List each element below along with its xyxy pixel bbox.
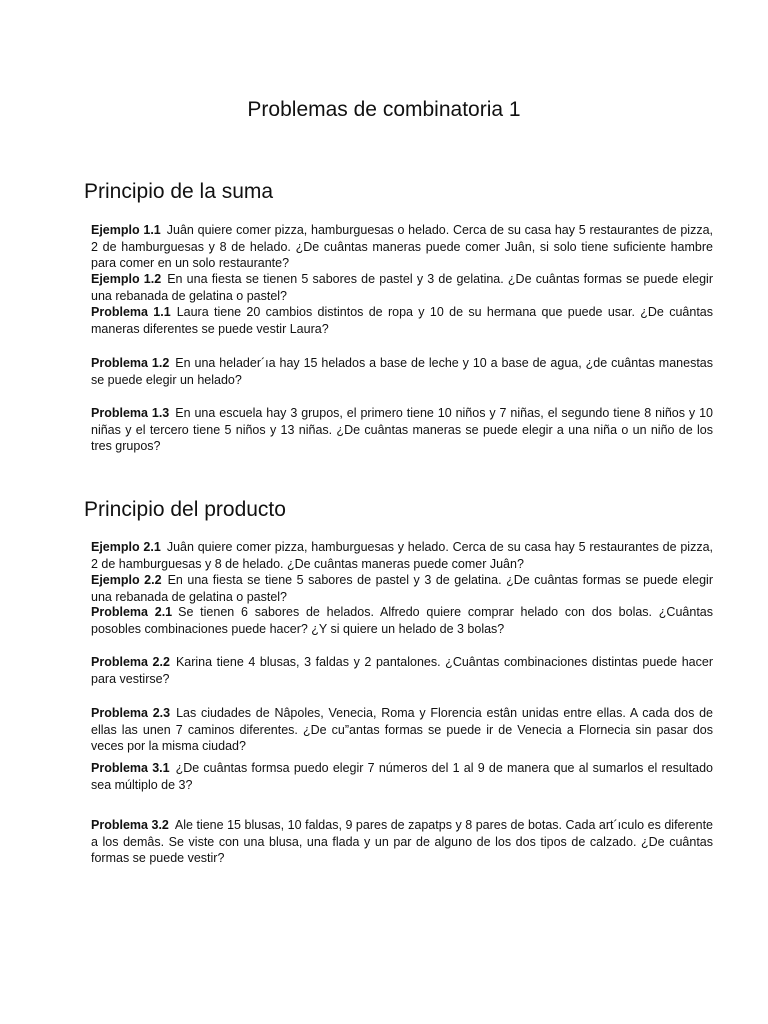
- ejemplo-2-2: [91, 572, 713, 605]
- section-heading-producto: Principio del producto: [84, 498, 286, 521]
- item-label: Problema 2.3: [91, 706, 171, 720]
- ejemplo-1-2: [91, 271, 713, 304]
- item-label: Ejemplo 2.2: [91, 573, 162, 587]
- item-label: Problema 2.1: [91, 605, 173, 619]
- item-label: Problema 3.1: [91, 761, 170, 775]
- problema-3-1: [91, 760, 713, 793]
- document-title: Problemas de combinatoria 1: [247, 98, 521, 121]
- item-label: Problema 3.2: [91, 818, 169, 832]
- item-text: En una helader´ıa hay 15 helados a base de leche y 10 a base de agua, ¿de cuântas manestas se puede elegir un helado?: [91, 356, 713, 387]
- problema-1-3: [91, 405, 713, 455]
- item-label: Problema 1.3: [91, 406, 170, 420]
- item-label: Problema 2.2: [91, 655, 170, 669]
- problema-2-3: [91, 705, 713, 755]
- problema-2-2: [91, 654, 713, 687]
- item-label: Problema 1.1: [91, 305, 171, 319]
- problema-1-2: [91, 355, 713, 388]
- ejemplo-2-1: [91, 539, 713, 572]
- item-text: En una fiesta se tiene 5 sabores de pastel y 3 de gelatina. ¿De cuântas formas se puede elegir una rebanada de gelatina o pastel?: [91, 573, 713, 604]
- ejemplo-1-1: [91, 222, 713, 272]
- item-text: Las ciudades de Nâpoles, Venecia, Roma y Florencia estân unidas entre ellas. A cada dos de ellas las unen 7 caminos diferentes. ¿De cu”antas formas se puede ir de Venecia a Flornecia sin pasar dos veces por la misma ciudad?: [91, 706, 713, 753]
- item-text: Juân quiere comer pizza, hamburguesas y helado. Cerca de su casa hay 5 restaurantes de pizza, 2 de hamburguesas y 8 de helado. ¿De cuântas maneras puede comer Juân?: [91, 540, 713, 571]
- item-text: En una escuela hay 3 grupos, el primero tiene 10 niños y 7 niñas, el segundo tiene 8 niños y 10 niñas y el tercero tiene 5 niños y 13 niñas. ¿De cuântas maneras se puede elegir a una niña o un niño de los tres grupos?: [91, 406, 713, 453]
- item-text: Ale tiene 15 blusas, 10 faldas, 9 pares de zapatps y 8 pares de botas. Cada art´ıculo es diferente a los demâs. Se viste con una blusa, una flada y un par de alguno de los dos tipos de calzado. ¿De cuântas formas se puede vestir?: [91, 818, 713, 865]
- item-label: Problema 1.2: [91, 356, 170, 370]
- item-text: En una fiesta se tienen 5 sabores de pastel y 3 de gelatina. ¿De cuântas formas se puede elegir una rebanada de gelatina o pastel?: [91, 272, 713, 303]
- item-text: Se tienen 6 sabores de helados. Alfredo quiere comprar helado con dos bolas. ¿Cuântas posobles combinaciones puede hacer? ¿Y si quiere un helado de 3 bolas?: [91, 605, 713, 636]
- item-text: Karina tiene 4 blusas, 3 faldas y 2 pantalones. ¿Cuântas combinaciones distintas puede hacer para vestirse?: [91, 655, 713, 686]
- problema-1-1: [91, 304, 713, 337]
- item-label: Ejemplo 1.1: [91, 223, 161, 237]
- item-label: Ejemplo 2.1: [91, 540, 161, 554]
- item-label: Ejemplo 1.2: [91, 272, 162, 286]
- item-text: ¿De cuântas formsa puedo elegir 7 números del 1 al 9 de manera que al sumarlos el resultado sea múltiplo de 3?: [91, 761, 713, 792]
- section-heading-suma: Principio de la suma: [84, 180, 274, 203]
- item-text: Laura tiene 20 cambios distintos de ropa y 10 de su hermana que puede usar. ¿De cuântas maneras diferentes se puede vestir Laura?: [91, 305, 713, 336]
- problema-2-1: [91, 604, 713, 637]
- problema-3-2: [91, 817, 713, 867]
- item-text: Juân quiere comer pizza, hamburguesas o helado. Cerca de su casa hay 5 restaurantes de pizza, 2 de hamburguesas y 8 de helado. ¿De cuântas maneras puede comer Juân, si solo tiene suficiente hambre para comer en un solo restaurante?: [91, 223, 713, 270]
